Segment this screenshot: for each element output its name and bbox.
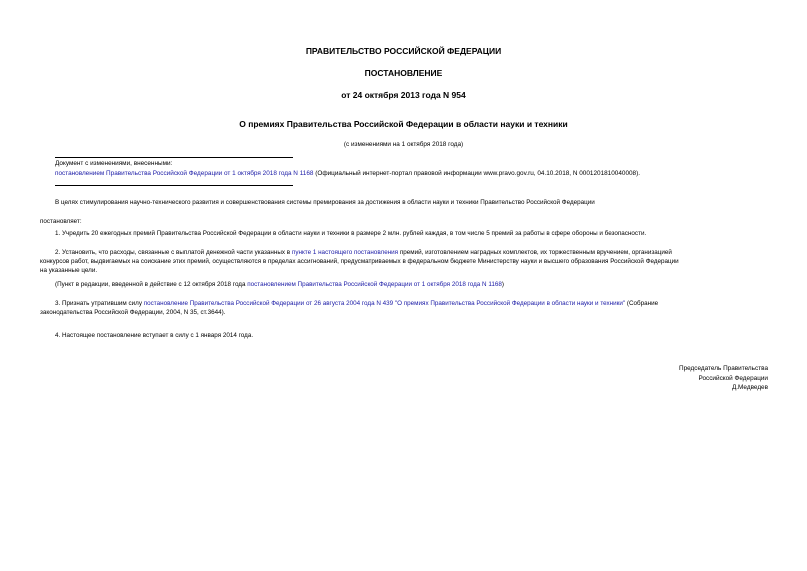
item-4: 4. Настоящее постановление вступает в силу с 1 января 2014 года. [55, 332, 254, 339]
amendment-source: (Официальный интернет-портал правовой информации www.pravo.gov.ru, 04.10.2018, N 0001201810040008). [313, 170, 641, 177]
document-date-number: от 24 октября 2013 года N 954 [341, 90, 466, 100]
divider-bottom [55, 185, 293, 186]
changes-line [55, 170, 640, 177]
preamble: В целях стимулирования научно-технического развития и совершенствования системы премирования за достижения в области науки и техники Правительство Российской Федерации [55, 199, 595, 206]
document-title: О премиях Правительства Российской Федерации в области науки и техники [239, 119, 568, 129]
changes-intro: Документ с изменениями, внесенными: [55, 160, 173, 167]
signature-block [679, 364, 768, 393]
item-2-link[interactable]: пункте 1 настоящего постановления [291, 249, 399, 256]
item-3-line-2: законодательства Российской Федерации, 2004, N 35, ст.3644). [40, 309, 226, 316]
revision-note: (с изменениями на 1 октября 2018 года) [343, 141, 464, 148]
amendment-link[interactable]: постановлением Правительства Российской Федерации от 1 октября 2018 года N 1168 [55, 170, 314, 177]
item-1: 1. Учредить 20 ежегодных премий Правительства Российской Федерации в области науки и техники в размере 2 млн. рублей каждая, в том числе 5 премий за работы в сфере обороны и безопасности. [55, 230, 647, 237]
signature-position-line-1: Председатель Правительства [679, 365, 768, 372]
item-3-line-1: 3. Признать утратившим силу постановление Правительства Российской Федерации от 26 августа 2004 года N 439 "О премиях Правительства Российской Федерации в области науки и техники" (Собрание [55, 300, 659, 307]
item-2-note-link[interactable]: постановлением Правительства Российской Федерации от 1 октября 2018 года N 1168 [247, 281, 502, 288]
item-3 [40, 299, 768, 317]
government-heading: ПРАВИТЕЛЬСТВО РОССИЙСКОЙ ФЕДЕРАЦИИ [305, 46, 502, 56]
item-2-line-1: 2. Установить, что расходы, связанные с выплатой денежной части указанных в пункте 1 настоящего постановления премий, изготовлением наградных комплектов, их торжественным вручением, организацией [55, 249, 672, 256]
decides-label: постановляет: [40, 218, 82, 225]
divider-top [55, 157, 293, 158]
item-2-line-2: конкурсов работ, выдвигаемых на соискание этих премий, осуществляются в пределах ассигнований, предусматриваемых в федеральном бюджете Министерству науки и высшего образования Российской Федерации [40, 258, 679, 265]
item-2-line-3: на указанные цели. [40, 267, 98, 274]
signature-position-line-2: Российской Федерации [698, 374, 768, 382]
item-2-note: (Пункт в редакции, введенной в действие с 12 октября 2018 года постановлением Правительства Российской Федерации от 1 октября 2018 года N 1168) [55, 281, 504, 288]
signature-name: Д.Медведев [731, 384, 768, 391]
item-2 [40, 248, 768, 275]
document-type: ПОСТАНОВЛЕНИЕ [364, 68, 443, 78]
item-3-link[interactable]: постановление Правительства Российской Федерации от 26 августа 2004 года N 439 "О премиях Правительства Российской Федерации в области науки и техники" [143, 300, 626, 307]
